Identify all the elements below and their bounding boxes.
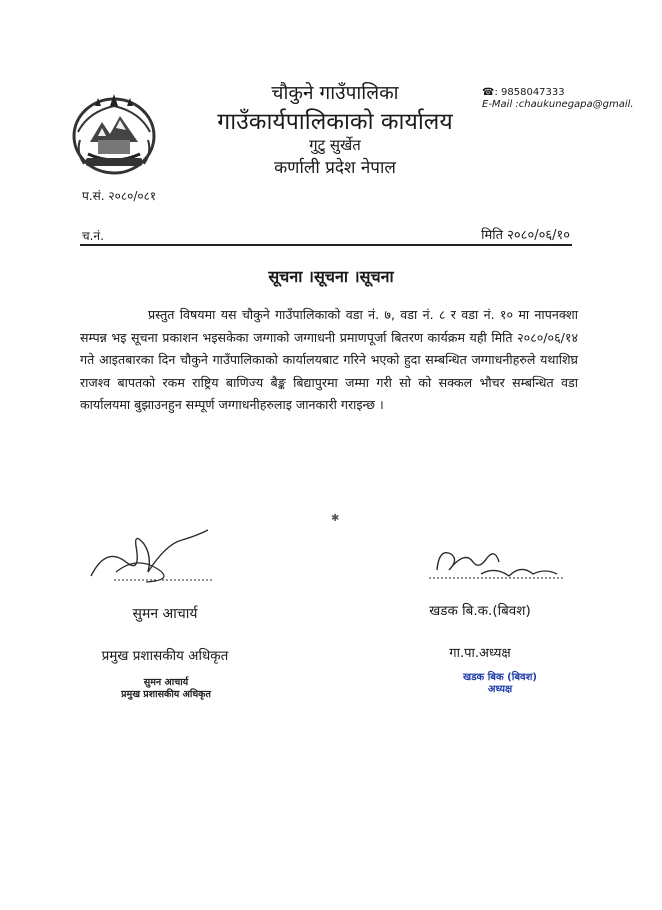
office-location: गुटु सुर्खेत (309, 136, 361, 154)
dispatch-number: च.नं. (82, 229, 104, 243)
name-stamp-right (430, 672, 570, 696)
nepal-emblem-icon (68, 92, 160, 176)
municipality-name: चौकुने गाउँपालिका (271, 82, 399, 104)
province-name: कर्णाली प्रदेश नेपाल (274, 158, 396, 178)
signatory-left-name: सुमन आचार्य (132, 606, 198, 622)
letter-date: मिति २०८०/०६/१० (481, 228, 570, 243)
office-name: गाउँकार्यपालिकाको कार्यालय (217, 109, 453, 135)
stamp-left-designation: प्रमुख प्रशासकीय अधिकृत (121, 689, 211, 700)
signature-left (86, 526, 221, 590)
stamp-left-name: सुमन आचार्य (143, 677, 189, 688)
notice-subject: सूचना ।सूचना ।सूचना (268, 267, 394, 286)
name-stamp-left (96, 677, 236, 701)
phone-number: ☎: 9858047333 (482, 87, 565, 98)
stamp-right-designation: अध्यक्ष (487, 684, 513, 695)
header-divider (80, 244, 572, 246)
letter-reference-number: प.सं. २०८०/०८१ (82, 189, 157, 203)
notice-body: प्रस्तुत विषयमा यस चौकुने गाउँपालिकाको वडा नं. ७, वडा नं. ८ र वडा नं. १० मा नापनक्शा सम्पन्न भइ सूचना प्रकाशन भइसकेका जग्गाको जग्गाधनी प्रमाणपूर्जा बितरण कार्यक्रम यही मिति २०८०/०६/१४ गते आइतबारका दिन चौकुने गाउँपालिकाको कार्यालयबाट गरिने भएको हुदा सम्बन्धित जग्गाधनीहरुले यथाशिघ्र राजश्व बापतको रकम राष्ट्रिय बाणिज्य बैङ्क बिद्यापुरमा जम्मा गरी सो को सक्कल भौचर सम्बन्धित वडा कार्यालयमा बुझाउनहुन सम्पूर्ण जग्गाधनीहरुलाइ जानकारी गराइन्छ । (80, 307, 578, 412)
signatory-left-designation: प्रमुख प्रशासकीय अधिकृत (101, 648, 229, 664)
stray-mark: ✱ (331, 513, 340, 524)
signatory-right-designation: गा.पा.अध्यक्ष (449, 646, 511, 661)
signatory-right-name: खडक बि.क.(बिवश) (429, 603, 531, 619)
stamp-right-name: खडक बिक (बिवश) (463, 672, 537, 683)
signature-right (425, 540, 565, 596)
email-address: E-Mail :chaukunegapa@gmail. (482, 99, 634, 110)
